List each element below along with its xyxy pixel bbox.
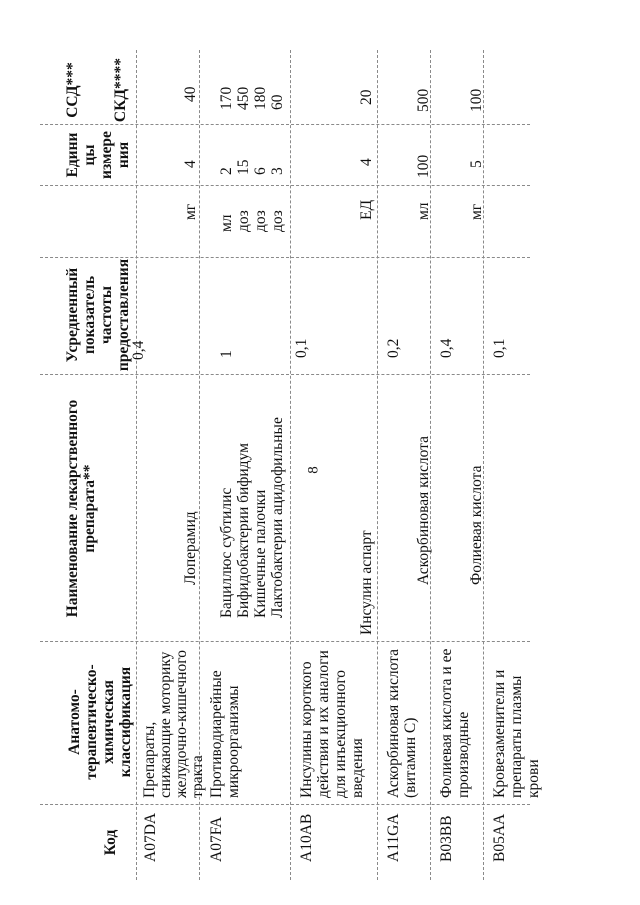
header-drug-name: Наименование лекарственного препарата** xyxy=(64,399,98,618)
row-frequency: 0,4 xyxy=(438,338,455,358)
drug-unit: доз xyxy=(252,210,269,232)
row-atc: Кровезаменители и препараты плазмы крови xyxy=(491,669,542,798)
drug-skd: 100 xyxy=(468,88,485,112)
drug-skd: 450 xyxy=(235,86,252,110)
drug-ssd: 5 xyxy=(468,160,485,168)
row-code: A07DA xyxy=(142,812,159,862)
row-frequency: 0,4 xyxy=(130,340,147,360)
row-atc: Препараты, снижающие моторику желудочно-кишечного тракта xyxy=(141,650,206,798)
row-frequency: 0,1 xyxy=(491,338,508,358)
header-atc: Анатомо- терапевтическо- химическая классификация xyxy=(66,664,134,780)
row-divider xyxy=(290,50,291,880)
drug-name: Бациллюс субтилис xyxy=(218,487,235,618)
drug-ssd: 15 xyxy=(235,159,252,175)
header-ssd: ССД*** xyxy=(64,62,81,118)
drug-ssd: 4 xyxy=(358,158,375,166)
drug-name: Лоперамид xyxy=(182,511,199,585)
drug-skd: 40 xyxy=(182,86,199,102)
drug-unit: мл xyxy=(415,202,432,220)
drug-unit: доз xyxy=(235,210,252,232)
drug-ssd: 4 xyxy=(182,160,199,168)
drug-name: Аскорбиновая кислота xyxy=(415,436,432,585)
rotated-table xyxy=(40,50,542,880)
drug-name: Кишечные палочки xyxy=(252,489,269,618)
drug-unit: мг xyxy=(182,203,199,220)
drug-ssd: 2 xyxy=(218,167,235,175)
column-divider xyxy=(40,185,530,186)
drug-unit: доз xyxy=(269,210,286,232)
drug-unit: мл xyxy=(218,214,235,232)
header-unit: Едини цы измере ния xyxy=(64,131,132,179)
row-code: B05AA xyxy=(491,813,508,862)
drug-unit: мг xyxy=(468,203,485,220)
row-code: B03BB xyxy=(438,815,455,862)
row-divider xyxy=(136,50,137,880)
drug-name: Фолиевая кислота xyxy=(468,465,485,585)
drug-skd: 180 xyxy=(252,86,269,110)
drug-ssd: 3 xyxy=(269,167,286,175)
row-atc: Аскорбиновая кислота (витамин С) xyxy=(385,649,419,798)
row-atc: Фолиевая кислота и ее производные xyxy=(438,648,472,798)
drug-share: 1 xyxy=(218,350,235,358)
row-divider xyxy=(377,50,378,880)
row-code: A07FA xyxy=(208,816,225,862)
drug-skd: 170 xyxy=(218,86,235,110)
drug-name: Лактобактерии ацидофильные xyxy=(269,417,286,618)
drug-name: Бифидобактерии бифидум xyxy=(235,443,252,618)
row-frequency: 0,2 xyxy=(385,338,402,358)
header-frequency: Усредненный показатель частоты предоставления xyxy=(64,258,132,372)
row-code: A11GA xyxy=(385,813,402,862)
header-skd: СКД**** xyxy=(112,57,129,123)
drug-unit: ЕД xyxy=(358,199,375,220)
row-frequency: 0,1 xyxy=(293,338,310,358)
drug-skd: 500 xyxy=(415,88,432,112)
row-code: A10AB xyxy=(298,813,315,862)
drug-ssd: 100 xyxy=(415,154,432,178)
drug-skd: 60 xyxy=(269,94,286,110)
drug-ssd: 6 xyxy=(252,167,269,175)
page-number: 8 xyxy=(305,466,322,474)
drug-name: Инсулин аспарт xyxy=(358,530,375,635)
row-atc: Инсулины короткого действия и их аналоги для инъекционного введения xyxy=(298,650,366,798)
row-atc: Противодиарейные микроорганизмы xyxy=(208,670,242,798)
drug-skd: 20 xyxy=(358,89,375,105)
header-code: Код xyxy=(102,829,119,856)
